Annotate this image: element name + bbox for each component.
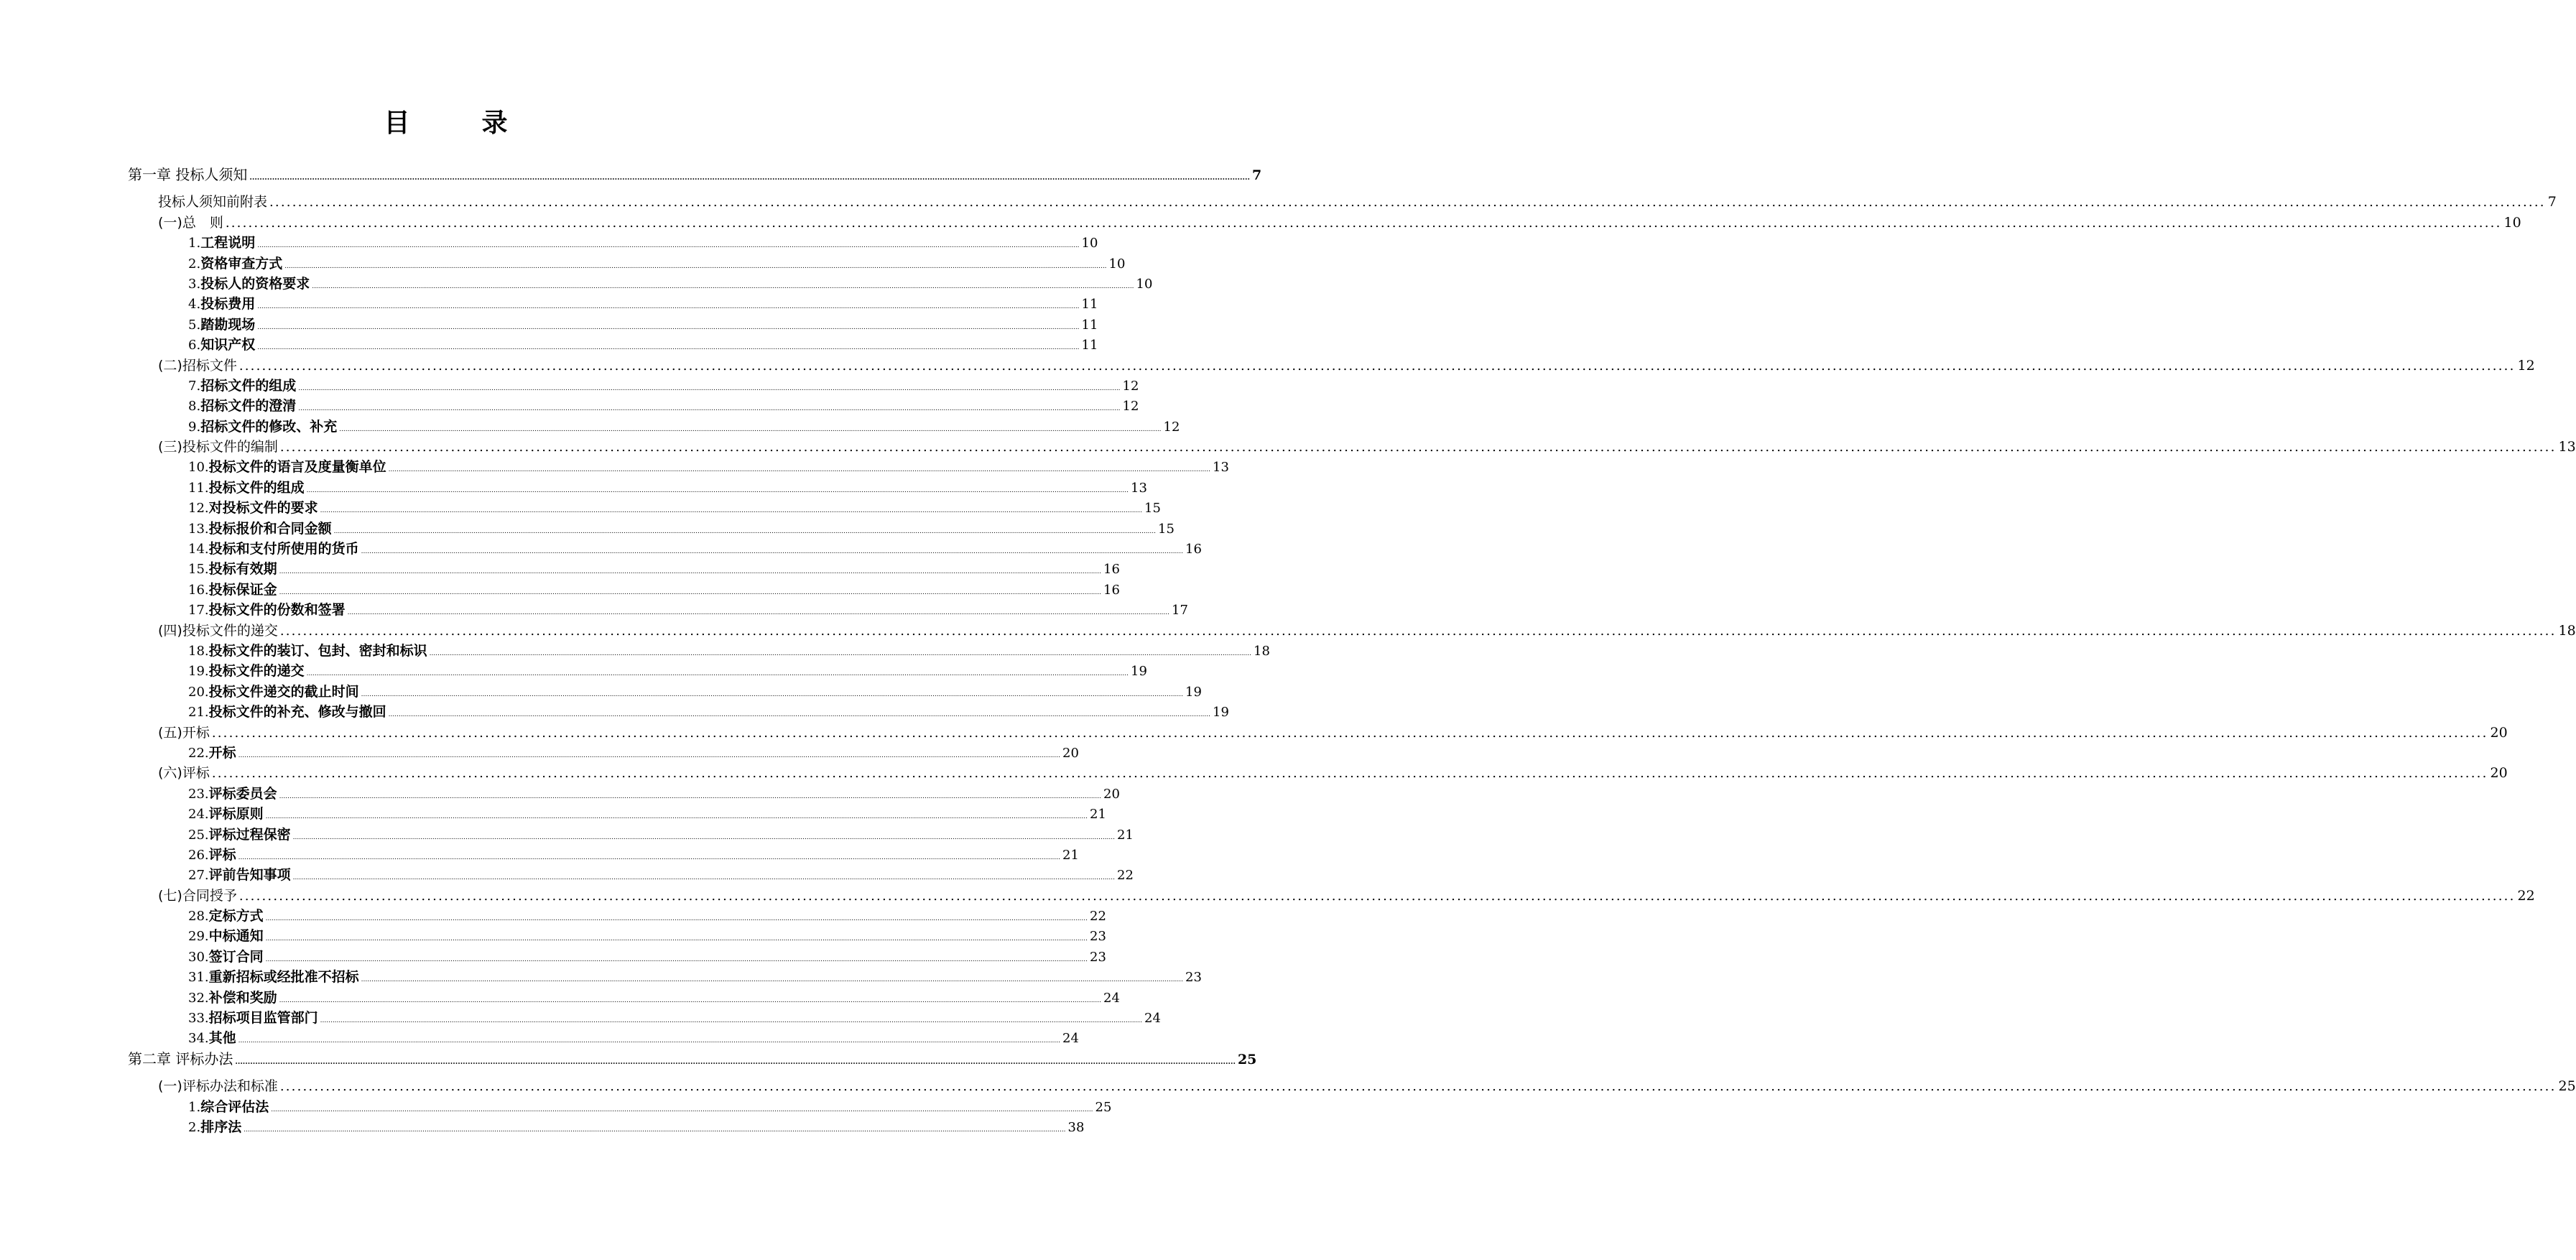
toc-entry-item[interactable] — [0, 315, 1098, 335]
toc-entry-page-number: 12 — [1122, 378, 1139, 394]
toc-entry-number: 28. — [188, 909, 209, 925]
toc-entry-title: 投标费用 — [200, 296, 256, 312]
toc-entry-item[interactable] — [0, 988, 1120, 1008]
toc-entry-section[interactable] — [0, 356, 2535, 376]
toc-entry-number: 6. — [188, 338, 201, 353]
toc-entry-section[interactable] — [0, 437, 2576, 457]
toc-entry-page-number: 23 — [1185, 970, 1202, 986]
toc-entry-number: 25. — [188, 827, 209, 843]
toc-entry-title: 投标文件的语言及度量衡单位 — [208, 459, 386, 476]
toc-entry-number: 15. — [188, 562, 209, 578]
toc-entry-page-number: 25 — [1095, 1099, 1112, 1115]
toc-entry-page-number: 23 — [1090, 949, 1106, 965]
toc-entry-item[interactable] — [0, 335, 1098, 355]
toc-entry-number: 1. — [188, 1099, 201, 1115]
toc-dot-leader: ................................................................................................................................................................................................................................................................................................................................................................................................................ — [279, 588, 1101, 596]
toc-entry-title: 投标保证金 — [208, 581, 277, 598]
toc-entry-title: 投标报价和合同金额 — [208, 520, 332, 537]
toc-entry-title: 评标 — [208, 846, 236, 863]
toc-entry-title: 投标文件的装订、包封、密封和标识 — [208, 642, 427, 659]
toc-entry-number: 17. — [188, 603, 209, 619]
toc-entry-item[interactable] — [0, 600, 1188, 620]
toc-entry-item[interactable] — [0, 845, 1079, 865]
toc-entry-page-number: 21 — [1117, 827, 1134, 843]
toc-entry-page-number: 13 — [2558, 439, 2576, 455]
toc-dot-leader: ................................................................................................................................................................................................................................................................................................................................................................................................................ — [388, 466, 1210, 474]
toc-dot-leader: ................................................................................................................................................................................................................................................................................................................................................................................................................ — [361, 548, 1183, 556]
toc-entry-item[interactable] — [0, 457, 1229, 477]
toc-entry-title: (六)评标 — [158, 765, 210, 782]
toc-entry-section[interactable] — [0, 763, 2508, 783]
toc-entry-title: (一)总 则 — [158, 214, 223, 231]
toc-entry-chapter[interactable] — [0, 1049, 1257, 1069]
toc-entry-page-number: 10 — [1108, 256, 1126, 272]
toc-entry-title: 招标文件的澄清 — [200, 398, 297, 414]
toc-dot-leader: ................................................................................................................................................................................................................................................................................................................................................................................................................ — [339, 425, 1162, 433]
toc-entry-number: 14. — [188, 542, 209, 557]
toc-entry-number: 1. — [188, 236, 201, 251]
toc-entry-number: 3. — [188, 276, 201, 292]
toc-entry-page-number: 12 — [1122, 399, 1139, 414]
toc-dot-leader: ................................................................................................................................................................................................................................................................................................................................................................................................................ — [320, 1017, 1142, 1025]
toc-entry-number: 30. — [188, 949, 209, 965]
toc-entry-number: 32. — [188, 990, 209, 1006]
table-of-contents — [0, 165, 2576, 1137]
toc-entry-number: 23. — [188, 786, 209, 802]
toc-entry-title: (四)投标文件的递交 — [158, 622, 278, 639]
toc-entry-number: 24. — [188, 807, 209, 823]
toc-dot-leader: ................................................................................................................................................................................................................................................................................................................................................................................................................ — [279, 440, 2557, 455]
toc-dot-leader: ................................................................................................................................................................................................................................................................................................................................................................................................................ — [265, 813, 1088, 821]
toc-dot-leader: ................................................................................................................................................................................................................................................................................................................................................................................................................ — [320, 507, 1142, 515]
toc-entry-title: (三)投标文件的编制 — [158, 439, 278, 455]
toc-entry-item[interactable] — [0, 947, 1106, 967]
toc-entry-item[interactable] — [0, 682, 1202, 702]
toc-entry-number: 18. — [188, 643, 209, 659]
toc-dot-leader: ................................................................................................................................................................................................................................................................................................................................................................................................................ — [238, 853, 1060, 861]
toc-entry-section[interactable] — [0, 213, 2521, 233]
toc-entry-page-number: 21 — [1062, 847, 1079, 863]
toc-entry-title: 投标和支付所使用的货币 — [208, 541, 359, 557]
toc-entry-page-number: 16 — [1103, 562, 1120, 578]
toc-entry-item[interactable] — [0, 498, 1161, 518]
toc-entry-title: 第二章 评标办法 — [128, 1050, 233, 1067]
toc-entry-page-number: 11 — [1081, 338, 1098, 353]
toc-dot-leader: ................................................................................................................................................................................................................................................................................................................................................................................................................ — [269, 195, 2546, 210]
toc-entry-number: 13. — [188, 521, 209, 537]
toc-dot-leader: ................................................................................................................................................................................................................................................................................................................................................................................................................ — [211, 725, 2488, 741]
toc-dot-leader: ................................................................................................................................................................................................................................................................................................................................................................................................................ — [298, 405, 1121, 413]
toc-entry-title: 第一章 投标人须知 — [128, 166, 248, 183]
toc-entry-number: 7. — [188, 378, 201, 394]
toc-entry-title: 投标文件的份数和签署 — [208, 602, 346, 619]
toc-entry-number: 8. — [188, 399, 201, 414]
toc-entry-title: 工程说明 — [200, 235, 256, 251]
toc-dot-leader: ................................................................................................................................................................................................................................................................................................................................................................................................................ — [257, 242, 1080, 250]
toc-entry-item[interactable] — [0, 661, 1147, 681]
toc-entry-title: (二)招标文件 — [158, 357, 237, 374]
toc-entry-title: 其他 — [208, 1030, 236, 1047]
toc-entry-item[interactable] — [0, 274, 1153, 294]
toc-entry-item[interactable] — [0, 1097, 1112, 1117]
toc-entry-page-number: 10 — [1081, 236, 1098, 251]
toc-dot-leader: ................................................................................................................................................................................................................................................................................................................................................................................................................ — [306, 486, 1129, 494]
toc-entry-page-number: 15 — [1158, 521, 1175, 537]
toc-entry-page-number: 16 — [1103, 582, 1120, 598]
toc-dot-leader: ................................................................................................................................................................................................................................................................................................................................................................................................................ — [429, 649, 1251, 657]
toc-entry-item[interactable] — [0, 1117, 1085, 1137]
toc-entry-page-number: 21 — [1090, 807, 1106, 823]
toc-dot-leader: ................................................................................................................................................................................................................................................................................................................................................................................................................ — [257, 303, 1080, 311]
toc-entry-title: 资格审查方式 — [200, 255, 283, 272]
toc-entry-section[interactable] — [0, 621, 2576, 641]
toc-entry-page-number: 20 — [1103, 786, 1120, 802]
toc-entry-number: 26. — [188, 847, 209, 863]
toc-entry-number: 2. — [188, 1119, 201, 1135]
toc-dot-leader: ................................................................................................................................................................................................................................................................................................................................................................................................................ — [235, 1057, 1236, 1066]
toc-entry-item[interactable] — [0, 254, 1126, 274]
toc-entry-number: 20. — [188, 684, 209, 700]
toc-entry-item[interactable] — [0, 804, 1106, 824]
toc-entry-title: (七)合同授予 — [158, 887, 237, 904]
toc-dot-leader: ................................................................................................................................................................................................................................................................................................................................................................................................................ — [361, 690, 1183, 698]
toc-entry-number: 4. — [188, 297, 201, 312]
toc-dot-leader: ................................................................................................................................................................................................................................................................................................................................................................................................................ — [279, 1079, 2557, 1095]
toc-dot-leader: ................................................................................................................................................................................................................................................................................................................................................................................................................ — [257, 344, 1080, 352]
toc-entry-title: 评前告知事项 — [208, 867, 291, 884]
toc-dot-leader: ................................................................................................................................................................................................................................................................................................................................................................................................................ — [388, 711, 1210, 719]
toc-entry-title: 补偿和奖励 — [208, 989, 277, 1006]
toc-entry-page-number: 15 — [1144, 501, 1161, 516]
toc-dot-leader: ................................................................................................................................................................................................................................................................................................................................................................................................................ — [333, 527, 1156, 535]
toc-entry-title: 踏勘现场 — [200, 316, 256, 333]
toc-entry-page-number: 16 — [1185, 542, 1202, 557]
toc-entry-item[interactable] — [0, 1028, 1079, 1048]
toc-entry-title: 投标人须知前附表 — [158, 194, 268, 210]
toc-entry-page-number: 23 — [1090, 929, 1106, 945]
toc-entry-number: 9. — [188, 419, 201, 435]
toc-entry-page-number: 22 — [2517, 887, 2535, 904]
toc-entry-number: 27. — [188, 868, 209, 884]
toc-entry-page-number: 25 — [1237, 1051, 1257, 1067]
toc-entry-chapter[interactable] — [0, 165, 1262, 185]
toc-entry-item[interactable] — [0, 417, 1180, 437]
page-title: 目 录 — [384, 108, 531, 138]
toc-entry-number: 33. — [188, 1011, 209, 1027]
toc-entry-title: 评标委员会 — [208, 785, 277, 802]
toc-dot-leader: ................................................................................................................................................................................................................................................................................................................................................................................................................ — [244, 1126, 1066, 1134]
toc-dot-leader: ................................................................................................................................................................................................................................................................................................................................................................................................................ — [279, 792, 1101, 800]
toc-entry-page-number: 25 — [2558, 1078, 2576, 1095]
toc-entry-section[interactable] — [0, 886, 2535, 906]
toc-dot-leader: ................................................................................................................................................................................................................................................................................................................................................................................................................ — [265, 955, 1088, 963]
toc-entry-page-number: 18 — [1254, 643, 1270, 659]
toc-entry-title: 投标文件的补充、修改与撤回 — [208, 704, 386, 721]
toc-entry-item[interactable] — [0, 702, 1229, 722]
toc-entry-item[interactable] — [0, 967, 1202, 987]
toc-dot-leader: ................................................................................................................................................................................................................................................................................................................................................................................................................ — [279, 568, 1101, 576]
toc-entry-item[interactable] — [0, 906, 1106, 926]
toc-dot-leader: ................................................................................................................................................................................................................................................................................................................................................................................................................ — [238, 888, 2516, 904]
toc-entry-page-number: 20 — [2490, 765, 2508, 782]
toc-entry-page-number: 22 — [1117, 868, 1134, 884]
toc-entry-title: 知识产权 — [200, 337, 256, 353]
toc-entry-title: 投标有效期 — [208, 561, 277, 578]
toc-dot-leader: ................................................................................................................................................................................................................................................................................................................................................................................................................ — [238, 751, 1060, 759]
toc-entry-page-number: 7 — [2547, 194, 2557, 210]
toc-entry-title: 投标人的资格要求 — [200, 275, 310, 292]
toc-entry-title: 对投标文件的要求 — [208, 500, 318, 516]
toc-entry-title: 排序法 — [200, 1118, 242, 1135]
toc-entry-number: 31. — [188, 970, 209, 986]
toc-entry-page-number: 12 — [1163, 419, 1180, 435]
toc-entry-title: 招标文件的修改、补充 — [200, 418, 338, 435]
toc-entry-item[interactable] — [0, 784, 1120, 804]
toc-entry-number: 29. — [188, 929, 209, 945]
toc-dot-leader: ................................................................................................................................................................................................................................................................................................................................................................................................................ — [292, 833, 1115, 841]
toc-entry-number: 16. — [188, 582, 209, 598]
toc-entry-title: 评标原则 — [208, 806, 264, 823]
toc-entry-page-number: 10 — [1136, 276, 1153, 292]
toc-dot-leader: ................................................................................................................................................................................................................................................................................................................................................................................................................ — [211, 766, 2488, 782]
toc-entry-number: 12. — [188, 501, 209, 516]
toc-dot-leader: ................................................................................................................................................................................................................................................................................................................................................................................................................ — [279, 623, 2557, 639]
toc-entry-number: 22. — [188, 745, 209, 761]
toc-entry-title: 开标 — [208, 744, 236, 761]
toc-entry-title: (五)开标 — [158, 724, 210, 741]
toc-dot-leader: ................................................................................................................................................................................................................................................................................................................................................................................................................ — [279, 996, 1101, 1004]
toc-dot-leader: ................................................................................................................................................................................................................................................................................................................................................................................................................ — [292, 874, 1115, 882]
toc-dot-leader: ................................................................................................................................................................................................................................................................................................................................................................................................................ — [284, 262, 1107, 270]
toc-entry-title: 签订合同 — [208, 948, 264, 965]
toc-entry-page-number: 11 — [1081, 317, 1098, 333]
toc-dot-leader: ................................................................................................................................................................................................................................................................................................................................................................................................................ — [238, 358, 2516, 374]
toc-entry-page-number: 12 — [2517, 357, 2535, 374]
toc-entry-page-number: 20 — [2490, 724, 2508, 741]
toc-entry-number: 21. — [188, 705, 209, 721]
toc-entry-page-number: 19 — [1131, 664, 1147, 680]
toc-entry-item[interactable] — [0, 559, 1120, 579]
toc-entry-number: 19. — [188, 664, 209, 680]
toc-dot-leader: ................................................................................................................................................................................................................................................................................................................................................................................................................ — [265, 935, 1088, 943]
toc-entry-title: 投标文件递交的截止时间 — [208, 683, 359, 700]
toc-entry-page-number: 24 — [1144, 1011, 1161, 1027]
toc-entry-number: 5. — [188, 317, 201, 333]
toc-entry-page-number: 38 — [1067, 1119, 1085, 1135]
toc-entry-page-number: 17 — [1172, 603, 1188, 619]
toc-entry-item[interactable] — [0, 294, 1098, 314]
toc-dot-leader: ................................................................................................................................................................................................................................................................................................................................................................................................................ — [312, 282, 1134, 290]
toc-entry-page-number: 19 — [1185, 684, 1202, 700]
toc-entry-title: 定标方式 — [208, 908, 264, 925]
toc-dot-leader: ................................................................................................................................................................................................................................................................................................................................................................................................................ — [361, 976, 1183, 984]
toc-entry-page-number: 24 — [1103, 990, 1120, 1006]
toc-entry-page-number: 7 — [1251, 167, 1262, 183]
toc-entry-title: (一)评标办法和标准 — [158, 1078, 278, 1095]
toc-entry-page-number: 11 — [1081, 297, 1098, 312]
toc-entry-page-number: 19 — [1213, 705, 1229, 721]
toc-entry-section[interactable] — [0, 1076, 2576, 1096]
toc-entry-section[interactable] — [0, 192, 2557, 212]
toc-dot-leader: ................................................................................................................................................................................................................................................................................................................................................................................................................ — [347, 609, 1169, 617]
toc-dot-leader: ................................................................................................................................................................................................................................................................................................................................................................................................................ — [265, 915, 1088, 923]
toc-entry-number: 2. — [188, 256, 201, 272]
toc-entry-title: 综合评估法 — [200, 1098, 269, 1115]
toc-entry-item[interactable] — [0, 580, 1120, 600]
toc-entry-number: 11. — [188, 480, 209, 496]
toc-entry-number: 10. — [188, 460, 209, 476]
toc-entry-item[interactable] — [0, 539, 1202, 559]
toc-entry-item[interactable] — [0, 1008, 1161, 1028]
toc-entry-item[interactable] — [0, 478, 1147, 498]
toc-entry-item[interactable] — [0, 519, 1175, 539]
toc-entry-item[interactable] — [0, 825, 1134, 845]
toc-entry-item[interactable] — [0, 641, 1270, 661]
toc-entry-item[interactable] — [0, 865, 1134, 885]
toc-dot-leader: ................................................................................................................................................................................................................................................................................................................................................................................................................ — [271, 1106, 1093, 1113]
toc-dot-leader: ................................................................................................................................................................................................................................................................................................................................................................................................................ — [238, 1037, 1060, 1045]
toc-entry-title: 投标文件的递交 — [208, 663, 305, 680]
toc-entry-item[interactable] — [0, 396, 1139, 416]
toc-entry-item[interactable] — [0, 233, 1098, 253]
toc-entry-title: 中标通知 — [208, 928, 264, 945]
toc-dot-leader: ................................................................................................................................................................................................................................................................................................................................................................................................................ — [298, 384, 1121, 392]
toc-entry-title: 招标项目监管部门 — [208, 1010, 318, 1027]
toc-dot-leader: ................................................................................................................................................................................................................................................................................................................................................................................................................ — [249, 174, 1250, 182]
toc-dot-leader: ................................................................................................................................................................................................................................................................................................................................................................................................................ — [257, 323, 1080, 331]
toc-entry-item[interactable] — [0, 926, 1106, 946]
toc-entry-page-number: 24 — [1062, 1031, 1079, 1047]
toc-entry-page-number: 10 — [2503, 214, 2521, 231]
toc-entry-page-number: 13 — [1131, 480, 1147, 496]
toc-entry-section[interactable] — [0, 723, 2508, 743]
toc-entry-title: 重新招标或经批准不招标 — [208, 969, 359, 986]
toc-entry-page-number: 13 — [1213, 460, 1229, 476]
toc-entry-page-number: 20 — [1062, 745, 1079, 761]
toc-entry-title: 评标过程保密 — [208, 826, 291, 843]
toc-entry-title: 投标文件的组成 — [208, 479, 305, 496]
toc-entry-title: 招标文件的组成 — [200, 377, 297, 394]
toc-dot-leader: ................................................................................................................................................................................................................................................................................................................................................................................................................ — [306, 670, 1129, 678]
toc-entry-item[interactable] — [0, 376, 1139, 396]
toc-entry-page-number: 22 — [1090, 909, 1106, 925]
toc-entry-item[interactable] — [0, 743, 1079, 763]
toc-entry-page-number: 18 — [2558, 622, 2576, 639]
toc-entry-number: 34. — [188, 1031, 209, 1047]
toc-dot-leader: ................................................................................................................................................................................................................................................................................................................................................................................................................ — [225, 215, 2502, 231]
